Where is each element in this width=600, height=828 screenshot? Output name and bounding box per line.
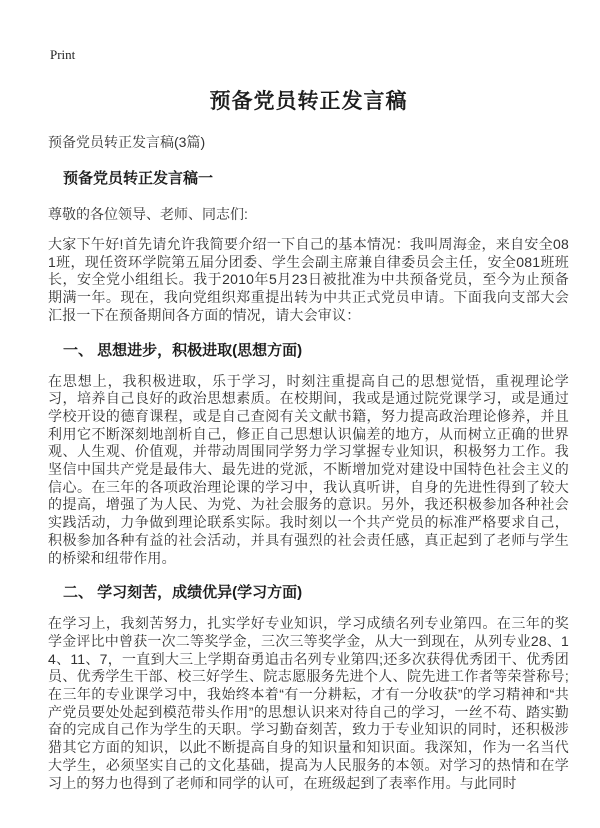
section-heading-study: 二、 学习刻苦，成绩优异(学习方面)	[63, 584, 303, 602]
section-heading-thought: 一、 思想进步，积极进取(思想方面)	[63, 341, 303, 359]
article-heading: 预备党员转正发言稿一	[63, 170, 214, 187]
document-subtitle: 预备党员转正发言稿(3篇)	[48, 134, 206, 150]
section-body-study: 在学习上，我刻苦努力，扎实学好专业知识，学习成绩名列专业第四。在三年的奖学金评比中曾获一次二等奖学金，三次三等奖学金，从大一到现在，从列专业28、14、11、7，一直到大三上学期奋勇追击名列专业第四;还多次获得优秀团干、优秀团员、优秀学生干部、校三好学生、院志愿服务先进个人、院先进工作者等荣誉称号;在三年的专业课学习中，我始终本着“有一分耕耘，才有一分收获”的学习精神和“共产党员要处处起到模范带头作用”的思想认识来对待自己的学习，一丝不苟、踏实勤奋的完成自己作为学生的天职。学习勤奋刻苦，致力于专业知识的同时，还积极涉猎其它方面的知识，以此不断提高自身的知识量和知识面。我深知，作为一名当代大学生，必须坚实自己的文化基础，提高为人民服务的本领。对学习的热情和在学习上的努力也得到了老师和同学的认可，在班级起到了表率作用。与此同时	[48, 615, 569, 791]
intro-paragraph: 大家下午好!首先请允许我简要介绍一下自己的基本情况：我叫周海金，来自安全081班，现任资环学院第五届分团委、学生会副主席兼自律委员会主任，安全081班班长，安全党小组组长。我于2010年5月23日被批准为中共预备党员，至今为止预备期满一年。现在，我向党组织郑重提出转为中共正式党员申请。下面我向支部大会汇报一下在预备期间各方面的情况，请大会审议：	[48, 236, 569, 323]
page-title: 预备党员转正发言稿	[209, 90, 408, 113]
salutation-line: 尊敬的各位领导、老师、同志们:	[48, 206, 248, 222]
section-body-thought: 在思想上，我积极进取，乐于学习，时刻注重提高自己的思想觉悟，重视理论学习，培养自己良好的政治思想素质。在校期间，我或是通过院党课学习，或是通过学校开设的德育课程，或是自己查阅有关文献书籍，努力提高政治理论修养，并且利用它不断深刻地剖析自己，修正自己思想认识偏差的地方，从而树立正确的世界观、人生观、价值观，并带动周围同学努力学习掌握专业知识，积极努力工作。我坚信中国共产党是最伟大、最先进的党派，不断增加党对建设中国特色社会主义的信心。在三年的各项政治理论课的学习中，我认真听讲，自身的先进性得到了较大的提高，增强了为人民、为党、为社会服务的意识。另外，我还积极参加各种社会实践活动，力争做到理论联系实际。我时刻以一个共产党员的标准严格要求自己，积极参加各种有益的社会活动，并具有强烈的社会责任感，真正起到了老师与学生的桥梁和纽带作用。	[48, 372, 569, 566]
print-link[interactable]: Print	[50, 47, 76, 62]
